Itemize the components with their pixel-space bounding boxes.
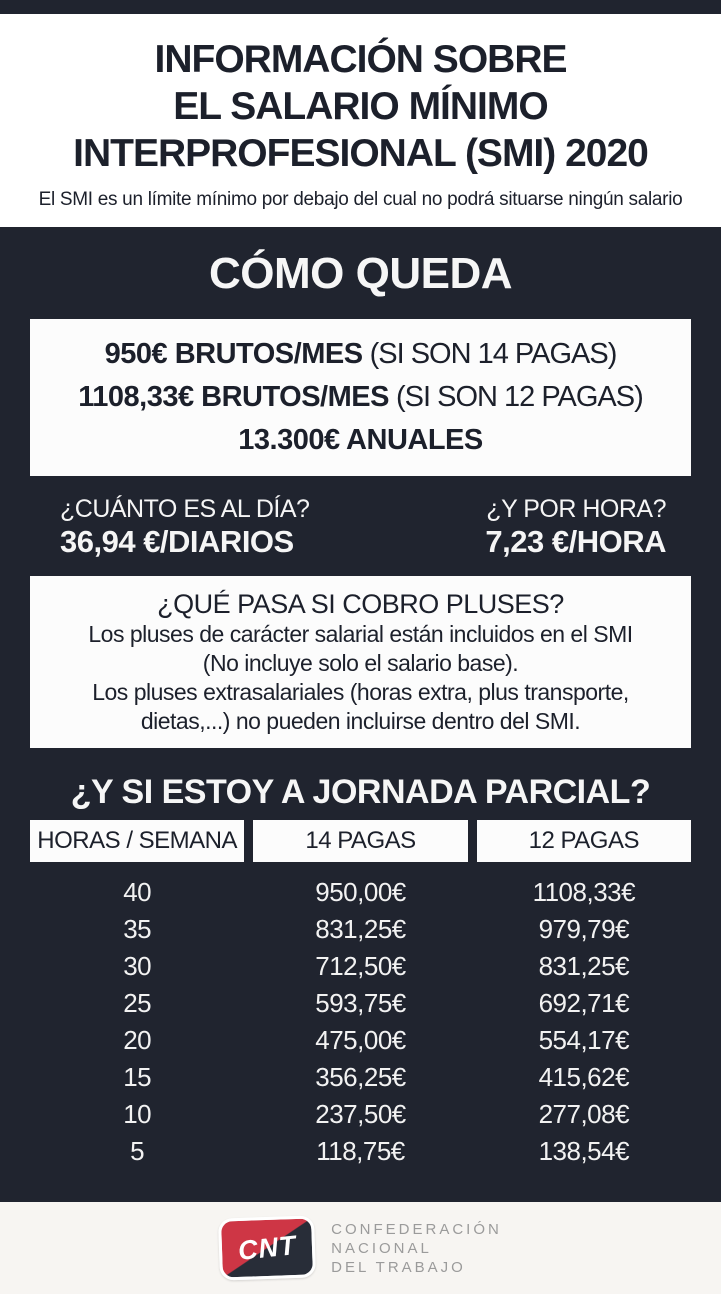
pluses-line: Los pluses de carácter salarial están incluidos en el SMI bbox=[88, 621, 633, 647]
hourly-rate-question: ¿Y POR HORA? bbox=[486, 495, 666, 523]
daily-rate-block bbox=[60, 494, 309, 560]
org-line: DEL TRABAJO bbox=[331, 1258, 466, 1276]
hours-cell: 10 bbox=[123, 1099, 152, 1129]
cnt-logo bbox=[218, 1215, 316, 1280]
pagas14-cell: 712,50€ bbox=[315, 951, 406, 981]
salary-table-body bbox=[30, 874, 691, 1170]
org-line: NACIONAL bbox=[331, 1239, 432, 1257]
table-row bbox=[30, 911, 691, 948]
hours-cell: 30 bbox=[123, 951, 152, 981]
amount-value: 13.300€ ANUALES bbox=[238, 424, 483, 456]
amount-line-12-pagas bbox=[34, 376, 687, 419]
rates-row bbox=[0, 494, 721, 560]
hours-cell: 15 bbox=[123, 1062, 152, 1092]
table-row bbox=[30, 1059, 691, 1096]
pluses-line: (No incluye solo el salario base). bbox=[202, 650, 519, 676]
pagas14-cell: 950,00€ bbox=[315, 877, 406, 907]
title-line-1: INFORMACIÓN SOBRE bbox=[154, 38, 567, 81]
daily-rate-question: ¿CUÁNTO ES AL DÍA? bbox=[60, 495, 310, 523]
hours-cell: 35 bbox=[123, 914, 152, 944]
title-line-2: EL SALARIO MÍNIMO bbox=[173, 85, 548, 128]
page-subtitle: El SMI es un límite mínimo por debajo del cual no podrá situarse ningún salario bbox=[38, 189, 683, 210]
pagas12-cell: 138,54€ bbox=[538, 1136, 630, 1166]
jornada-parcial-heading: ¿Y SI ESTOY A JORNADA PARCIAL? bbox=[70, 773, 651, 811]
pluses-line: dietas,...) no pueden incluirse dentro del SMI. bbox=[140, 708, 581, 734]
table-row bbox=[30, 1096, 691, 1133]
pluses-line: Los pluses extrasalariales (horas extra, plus transporte, bbox=[92, 679, 629, 705]
pagas12-cell: 415,62€ bbox=[538, 1062, 630, 1092]
pagas12-cell: 277,08€ bbox=[538, 1099, 630, 1129]
pagas14-cell: 593,75€ bbox=[315, 988, 406, 1018]
column-header-14-pagas: 14 PAGAS bbox=[253, 820, 467, 862]
organization-name bbox=[331, 1220, 502, 1277]
amount-value: 1108,33€ BRUTOS/MES bbox=[78, 381, 389, 413]
table-row bbox=[30, 874, 691, 911]
column-header-12-pagas: 12 PAGAS bbox=[477, 820, 691, 862]
footer bbox=[0, 1202, 721, 1294]
pagas14-cell: 475,00€ bbox=[315, 1025, 406, 1055]
table-row bbox=[30, 1133, 691, 1170]
org-line: CONFEDERACIÓN bbox=[331, 1220, 502, 1238]
pagas14-cell: 831,25€ bbox=[315, 914, 406, 944]
cnt-logo-text: CNT bbox=[236, 1229, 298, 1266]
hourly-rate-value: 7,23 €/HORA bbox=[485, 524, 666, 559]
hourly-rate-block bbox=[485, 494, 666, 560]
header bbox=[0, 14, 721, 227]
amount-note: (SI SON 14 PAGAS) bbox=[362, 338, 617, 370]
column-header-horas-semana: HORAS / SEMANA bbox=[30, 820, 244, 862]
pluses-card bbox=[30, 576, 691, 748]
table-row bbox=[30, 985, 691, 1022]
amount-line-14-pagas bbox=[34, 333, 687, 376]
amount-value: 950€ BRUTOS/MES bbox=[104, 338, 363, 370]
pagas14-cell: 356,25€ bbox=[315, 1062, 406, 1092]
amount-line-anual bbox=[34, 419, 687, 462]
pagas12-cell: 692,71€ bbox=[538, 988, 630, 1018]
page-title bbox=[18, 36, 703, 177]
salary-table-header bbox=[30, 820, 691, 862]
title-line-3: INTERPROFESIONAL (SMI) 2020 bbox=[73, 132, 648, 175]
amounts-card bbox=[30, 319, 691, 476]
pagas12-cell: 979,79€ bbox=[538, 914, 630, 944]
table-row bbox=[30, 948, 691, 985]
hours-cell: 25 bbox=[123, 988, 152, 1018]
hours-cell: 40 bbox=[123, 877, 152, 907]
main-content bbox=[0, 249, 721, 1170]
pagas12-cell: 831,25€ bbox=[538, 951, 630, 981]
pagas14-cell: 237,50€ bbox=[315, 1099, 406, 1129]
pluses-heading: ¿QUÉ PASA SI COBRO PLUSES? bbox=[157, 589, 564, 619]
pagas12-cell: 1108,33€ bbox=[532, 877, 636, 907]
pagas14-cell: 118,75€ bbox=[316, 1136, 405, 1166]
como-queda-heading: CÓMO QUEDA bbox=[209, 249, 512, 298]
pagas12-cell: 554,17€ bbox=[538, 1025, 630, 1055]
table-row bbox=[30, 1022, 691, 1059]
hours-cell: 20 bbox=[123, 1025, 152, 1055]
hours-cell: 5 bbox=[130, 1136, 145, 1166]
amount-note: (SI SON 12 PAGAS) bbox=[388, 381, 643, 413]
daily-rate-value: 36,94 €/DIARIOS bbox=[60, 524, 294, 559]
